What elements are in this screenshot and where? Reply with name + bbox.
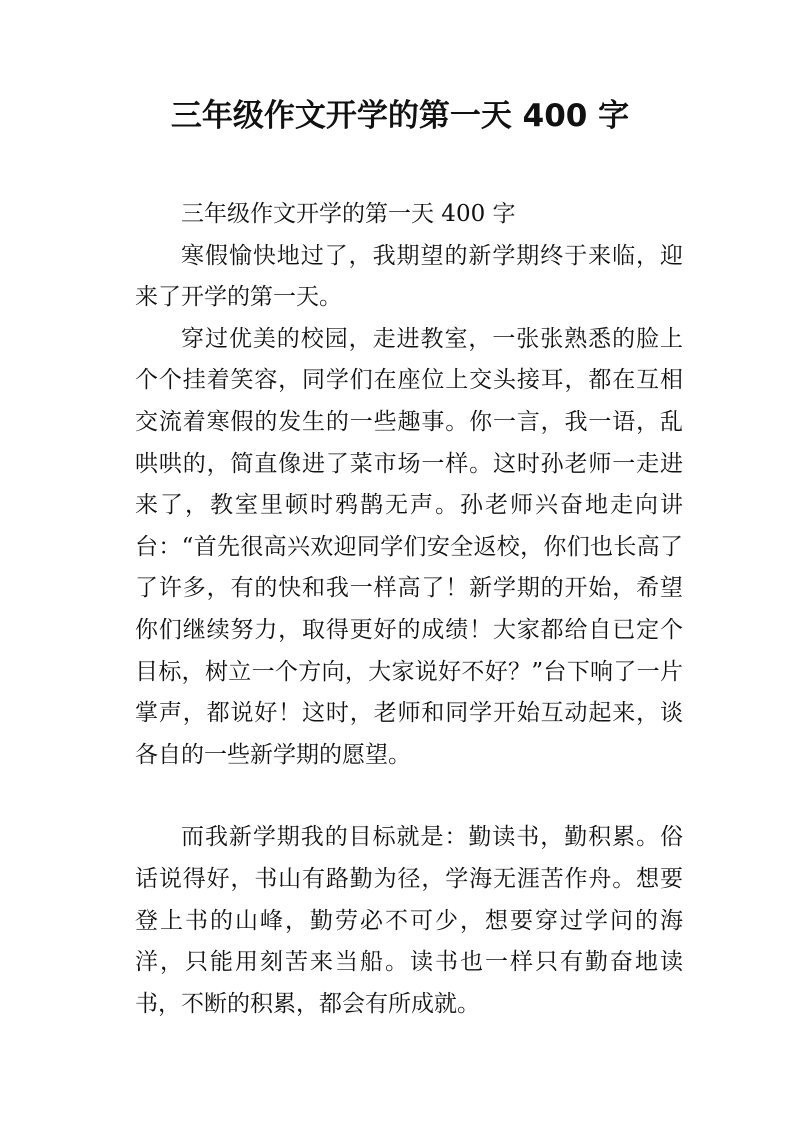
paragraph-intro: 寒假愉快地过了，我期望的新学期终于来临，迎来了开学的第一天。 <box>135 242 683 311</box>
document-title: 三年级作文开学的第一天 400 字 <box>170 98 630 134</box>
paragraph-subtitle: 三年级作文开学的第一天 400 字 <box>181 201 516 227</box>
paragraph-classroom: 穿过优美的校园，走进教室，一张张熟悉的脸上个个挂着笑容，同学们在座位上交头接耳，都在互相交流着寒假的发生的一些趣事。你一言，我一语，乱哄哄的，简直像进了菜市场一样。这时孙老师一走进来了，教室里顿时鸦鹊无声。孙老师兴奋地走向讲台：“首先很高兴欢迎同学们安全返校，你们也长高了了许多，有的快和我一样高了！新学期的开始，希望你们继续努力，取得更好的成绩！大家都给自已定个目标，树立一个方向，大家说好不好？”台下响了一片掌声，都说好！这时，老师和同学开始互动起来，谈各自的一些新学期的愿望。 <box>135 325 683 768</box>
paragraph-goal: 而我新学期我的目标就是：勤读书，勤积累。俗话说得好，书山有路勤为径，学海无涯苦作舟。想要登上书的山峰，勤劳必不可少，想要穿过学问的海洋，只能用刻苦来当船。读书也一样只有勤奋地读书，不断的积累，都会有所成就。 <box>135 824 683 1017</box>
document-body <box>135 194 683 1025</box>
